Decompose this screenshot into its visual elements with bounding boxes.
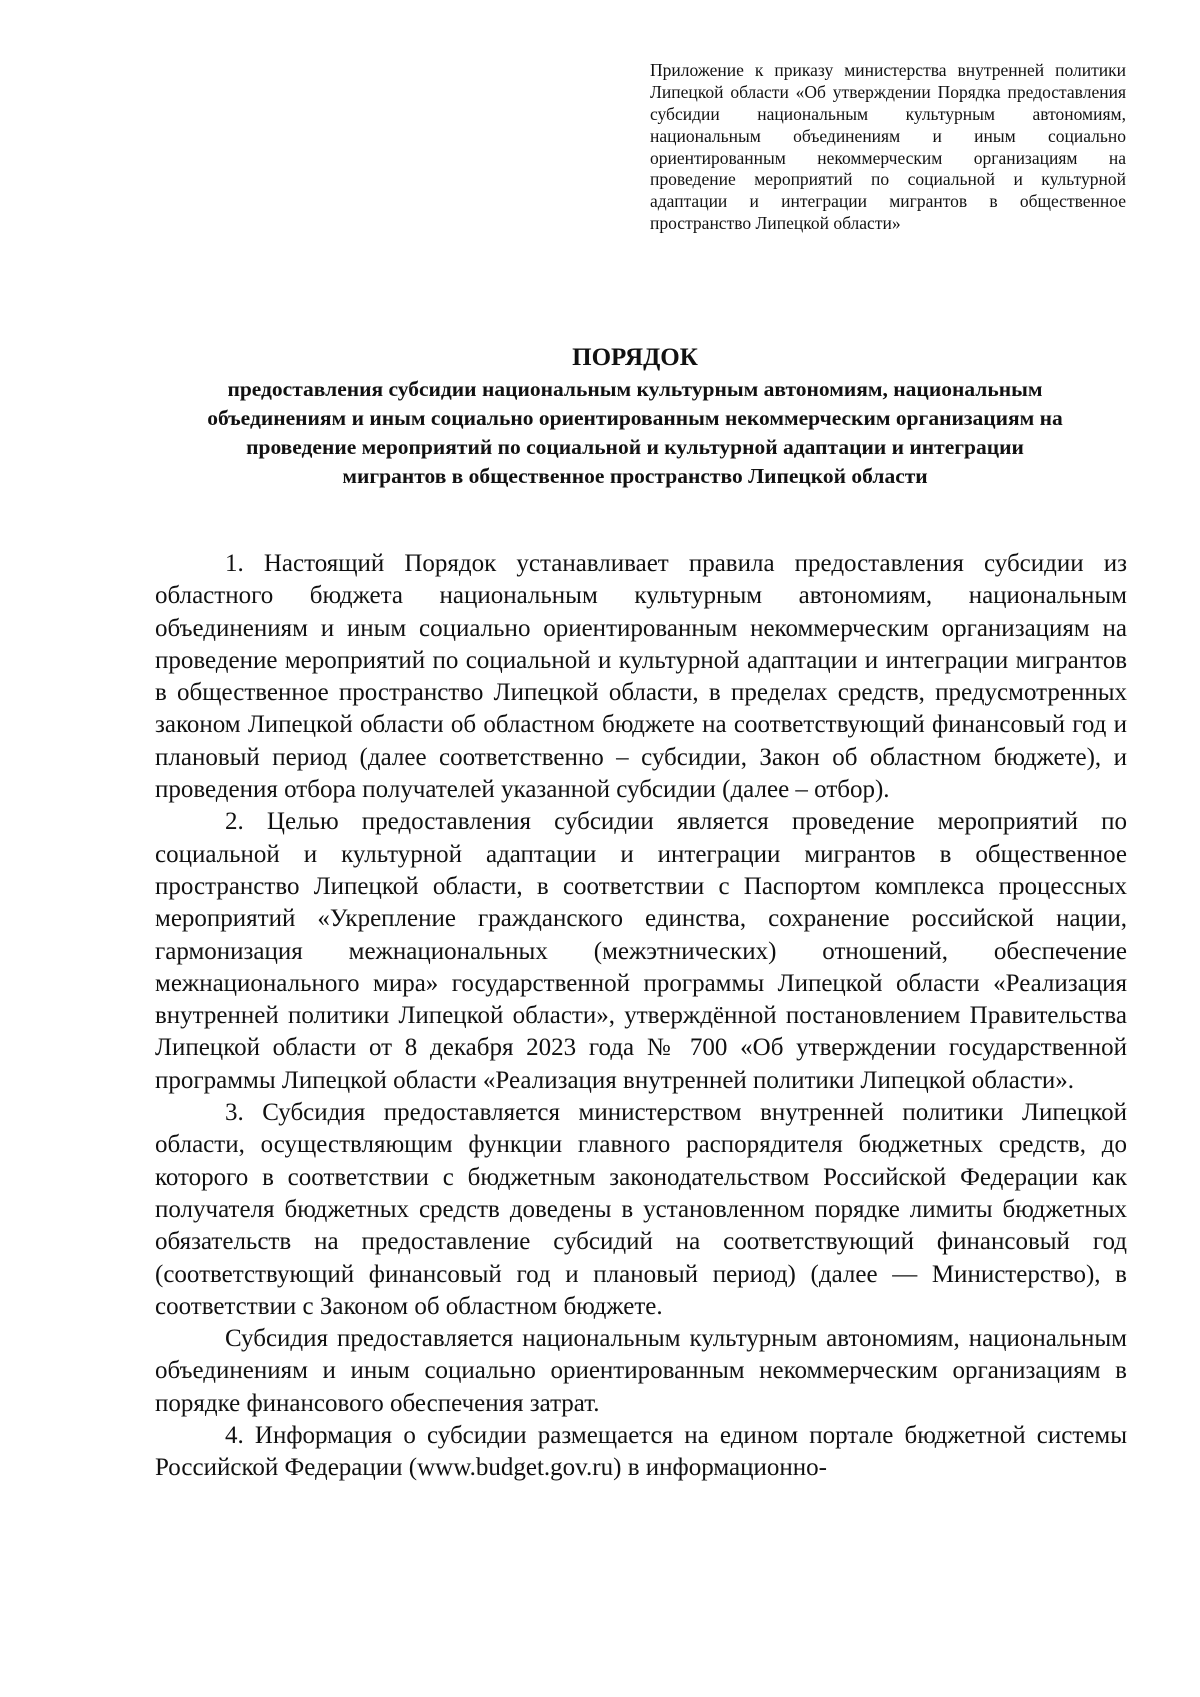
document-title-block [195, 342, 1075, 490]
document-body [155, 548, 1127, 1485]
paragraph-2: 2. Целью предоставления субсидии является проведение мероприятий по социальной и культурной адаптации и интеграции мигрантов в общественное пространство Липецкой области, в соответствии с Паспортом комплекса процессных мероприятий «Укрепление гражданского единства, сохранение российской нации, гармонизация межнациональных (межэтнических) отношений, обеспечение межнационального мира» государственной программы Липецкой области «Реализация внутренней политики Липецкой области», утверждённой постановлением Правительства Липецкой области от 8 декабря 2023 года № 700 «Об утверждении государственной программы Липецкой области «Реализация внутренней политики Липецкой области». [155, 808, 1127, 1094]
paragraph-4: 4. Информация о субсидии размещается на едином портале бюджетной системы Российской Федерации (www.budget.gov.ru) в информационно- [155, 1422, 1127, 1482]
document-subtitle: предоставления субсидии национальным культурным автономиям, национальным объединениям и иным социально ориентированным некоммерческим организациям на проведение мероприятий по социальной и культурной адаптации и интеграции мигрантов в общественное пространство Липецкой области [207, 377, 1063, 488]
paragraph-1: 1. Настоящий Порядок устанавливает правила предоставления субсидии из областного бюджета национальным культурным автономиям, национальным объединениям и иным социально ориентированным некоммерческим организациям на проведение мероприятий по социальной и культурной адаптации и интеграции мигрантов в общественное пространство Липецкой области, в пределах средств, предусмотренных законом Липецкой области об областном бюджете на соответствующий финансовый год и плановый период (далее соответственно – субсидии, Закон об областном бюджете), и проведения отбора получателей указанной субсидии (далее – отбор). [155, 550, 1127, 804]
paragraph-3-continued: Субсидия предоставляется национальным культурным автономиям, национальным объединениям и иным социально ориентированным некоммерческим организациям в порядке финансового обеспечения затрат. [155, 1325, 1127, 1417]
appendix-note: Приложение к приказу министерства внутренней политики Липецкой области «Об утверждении Порядка предоставления субсидии национальным культурным автономиям, национальным объединениям и иным социально ориентированным некоммерческим организациям на проведение мероприятий по социальной и культурной адаптации и интеграции мигрантов в общественное пространство Липецкой области» [650, 60, 1126, 234]
paragraph-3: 3. Субсидия предоставляется министерством внутренней политики Липецкой области, осуществляющим функции главного распорядителя бюджетных средств, до которого в соответствии с бюджетным законодательством Российской Федерации как получателя бюджетных средств доведены в установленном порядке лимиты бюджетных обязательств на предоставление субсидий на соответствующий финансовый год (соответствующий финансовый год и плановый период) (далее — Министерство), в соответствии с Законом об областном бюджете. [155, 1099, 1127, 1320]
document-title: ПОРЯДОК [572, 344, 698, 371]
